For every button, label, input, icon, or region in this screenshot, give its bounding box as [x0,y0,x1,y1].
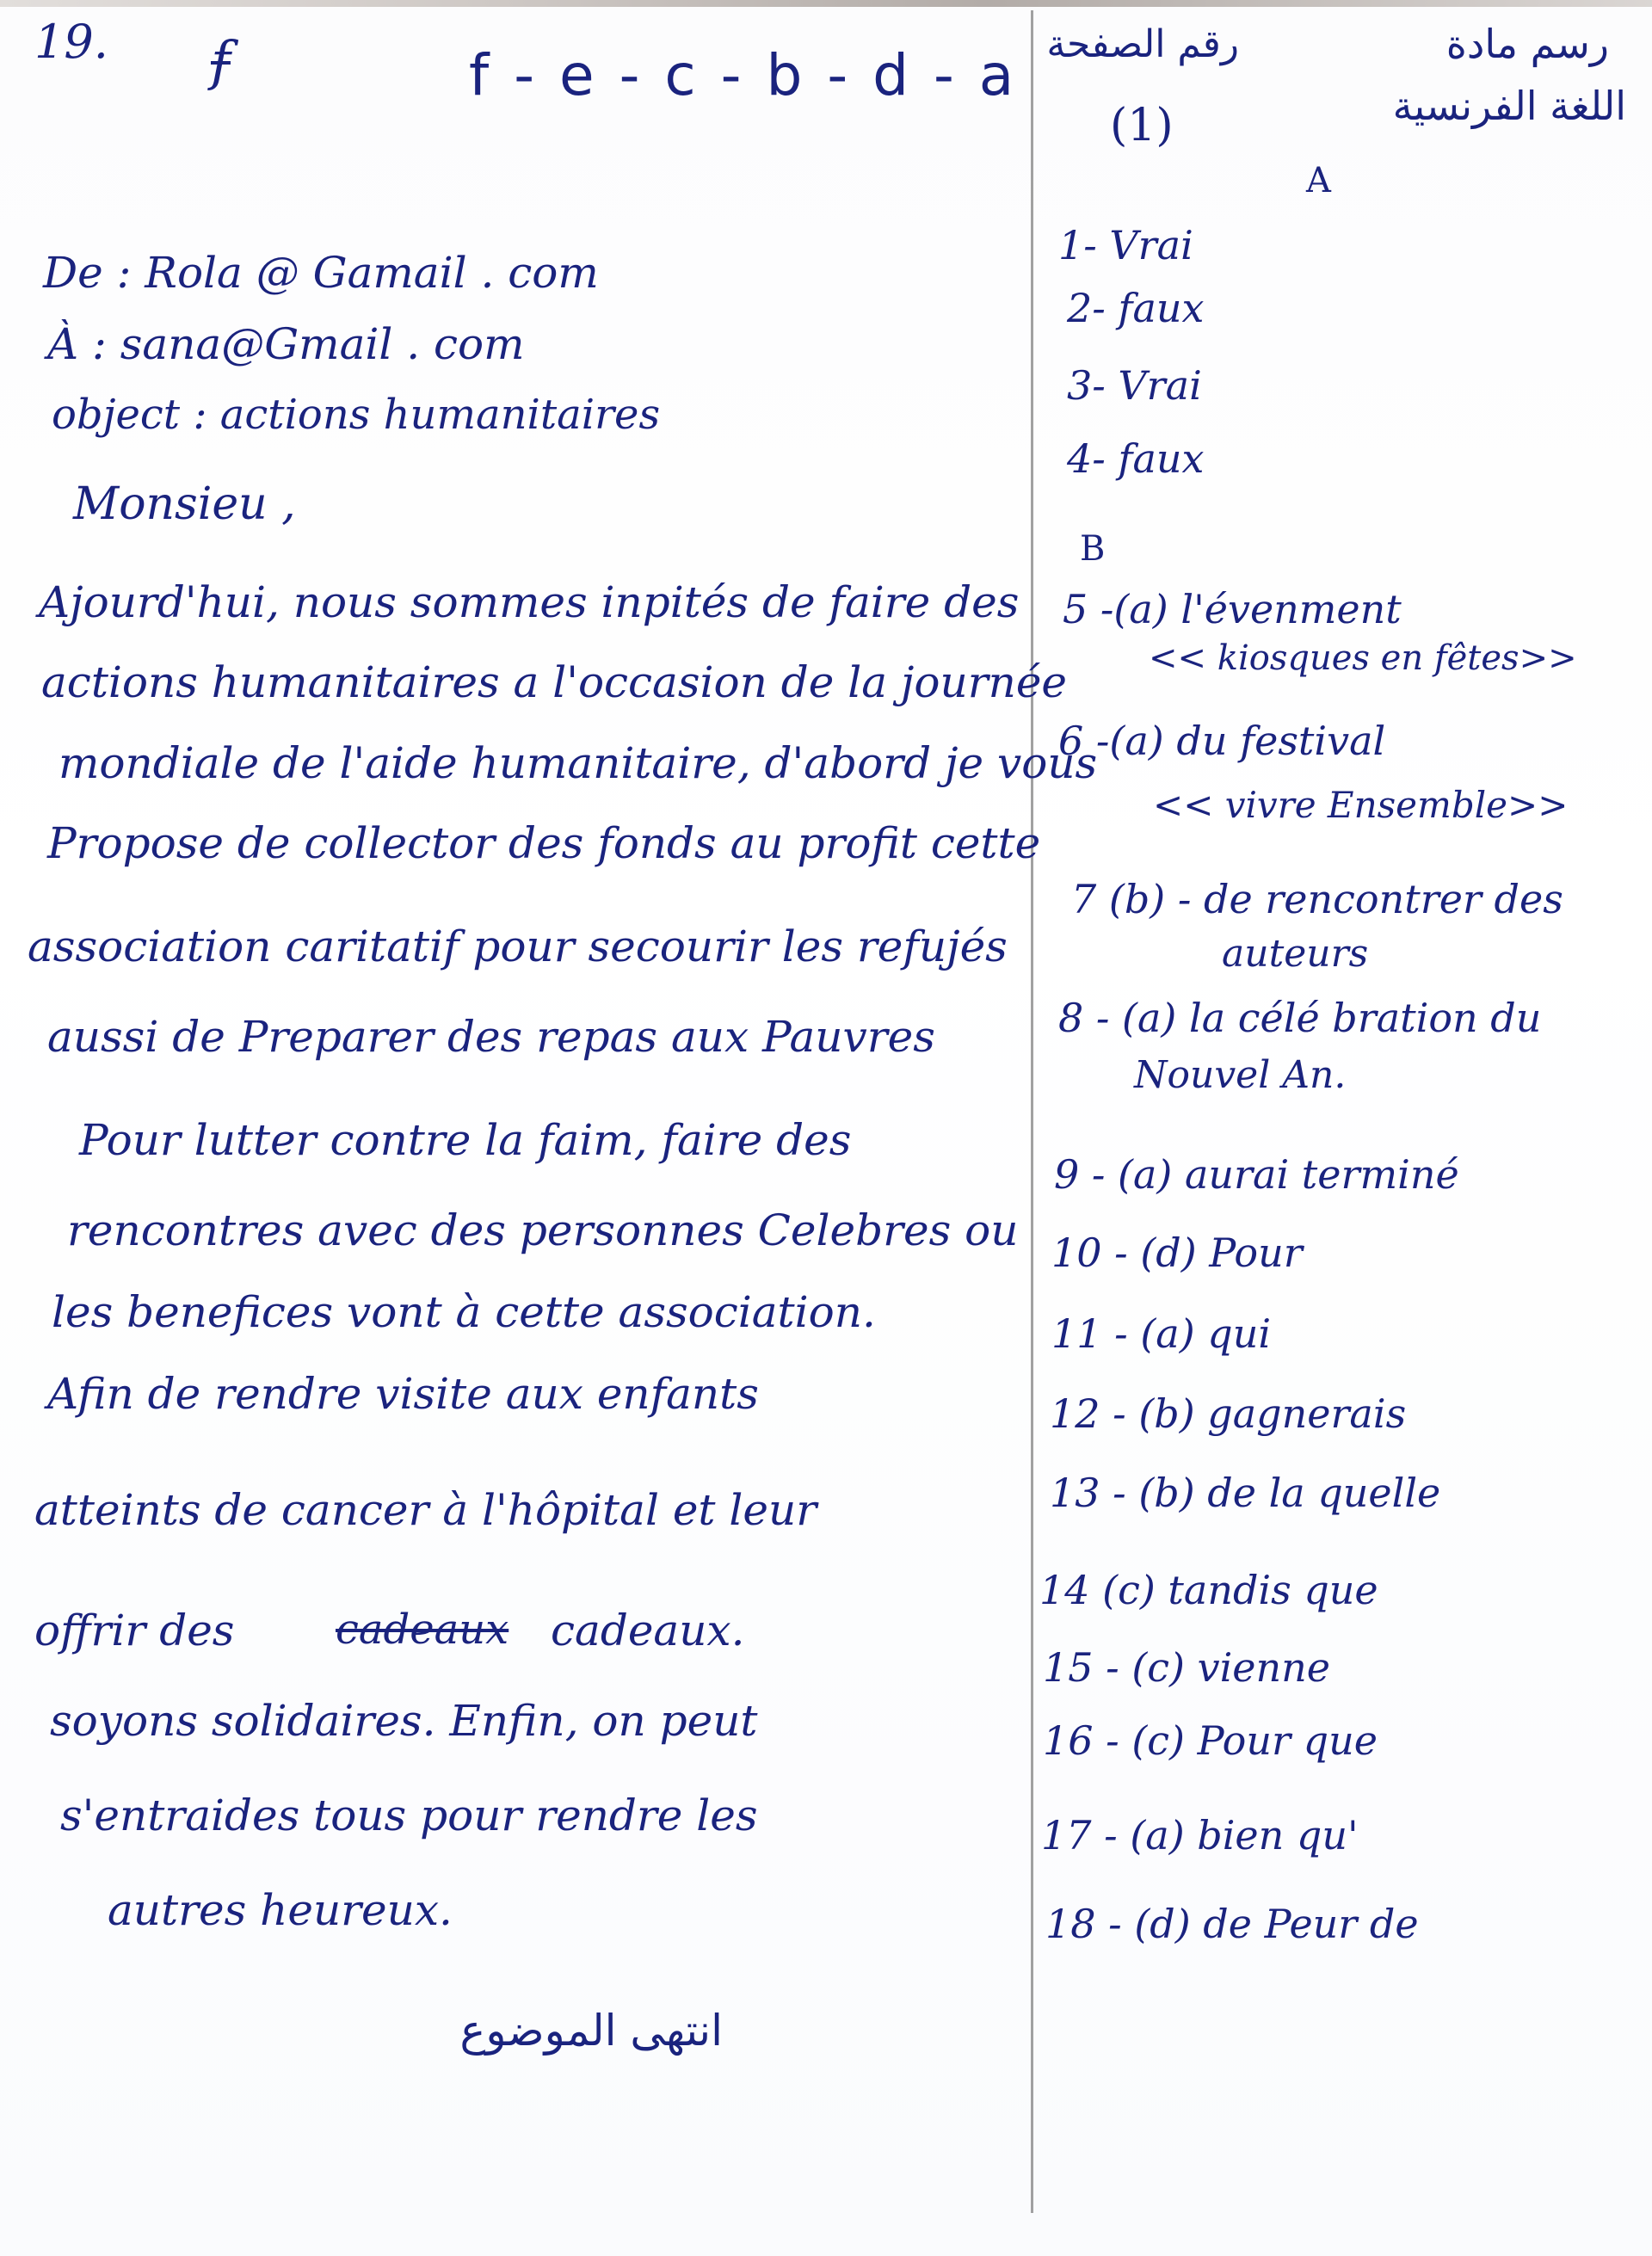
answer-item-continued: auteurs [1222,932,1369,976]
question-number: 19. [34,15,108,69]
column-divider-line [1031,10,1033,2213]
email-body-line: atteints de cancer à l'hôpital et leur [34,1485,817,1535]
answer-item: 4- faux [1067,435,1205,482]
subject-label-line2: اللغة الفرنسية [1392,83,1626,129]
answer-item-continued: << kiosques en fêtes>> [1149,638,1577,678]
email-body-line: actions humanitaires a l'occasion de la journée [41,657,1067,707]
crossed-out-word: cadeaux [336,1606,509,1654]
answer-item: 3- Vrai [1067,362,1202,409]
email-body-line: les benefices vont à cette association. [52,1287,876,1337]
answer-item: 2- faux [1067,285,1205,331]
email-body-line: rencontres avec des personnes Celebres ou [67,1205,1019,1255]
email-body-line: cadeaux. [551,1606,745,1655]
email-body-line: Ajourd'hui, nous sommes inpités de faire des [39,577,1020,627]
page-number: (1) [1110,100,1174,151]
answer-item: 11 - (a) qui [1051,1310,1272,1357]
email-body-line: offrir des [34,1606,235,1655]
answer-item: 8 - (a) la célé bration du [1058,995,1542,1041]
subject-label-line1: رسم مادة [1446,21,1609,67]
answer-item: 17 - (a) bien qu' [1041,1812,1359,1858]
answer-item: 14 (c) tandis que [1039,1567,1378,1613]
email-body-line: Propose de collector des fonds au profit cette [47,818,1041,868]
email-body-line: Pour lutter contre la faim, faire des [79,1115,852,1165]
crossed-out-letter: f [211,29,231,92]
email-body-line: mondiale de l'aide humanitaire, d'abord je vous [59,738,1098,788]
answer-item: 7 (b) - de rencontrer des [1071,876,1563,922]
email-body-line: aussi de Preparer des repas aux Pauvres [47,1012,935,1062]
end-note: انتهى الموضوع [459,2006,723,2056]
section-b-label: B [1080,529,1106,569]
email-greeting: Monsieu , [73,478,296,530]
answer-item: 6 -(a) du festival [1058,718,1386,764]
answer-item-continued: Nouvel An. [1134,1053,1347,1097]
answer-item: 15 - (c) vienne [1043,1644,1330,1691]
answer-item-continued: << vivre Ensemble>> [1153,784,1569,826]
answer-item: 13 - (b) de la quelle [1050,1470,1441,1516]
answer-item: 9 - (a) aurai terminé [1054,1151,1459,1198]
page-number-label: رقم الصفحة [1046,22,1239,66]
email-body-line: autres heureux. [108,1885,453,1935]
email-body-line: soyons solidaires. Enfin, on peut [50,1696,758,1746]
answer-item: 18 - (d) de Peur de [1045,1901,1419,1947]
email-body-line: s'entraides tous pour rendre les [60,1791,758,1840]
email-subject: object : actions humanitaires [52,391,661,439]
email-body-line: association caritatif pour secourir les refujés [28,922,1008,971]
email-from: De : Rola @ Gamail . com [43,248,599,298]
email-to: À : sana@Gmail . com [47,319,525,369]
section-a-label: A [1306,161,1331,200]
page-edge-shadow [0,0,1652,7]
ordering-answer: f - e - c - b - d - a [469,42,1018,108]
answer-item: 10 - (d) Pour [1051,1230,1303,1276]
answer-item: 5 -(a) l'évenment [1063,586,1402,632]
answer-item: 16 - (c) Pour que [1043,1717,1378,1764]
answer-item: 1- Vrai [1058,222,1193,268]
email-body-line: Afin de rendre visite aux enfants [47,1369,759,1419]
answer-item: 12 - (b) gagnerais [1050,1390,1407,1437]
